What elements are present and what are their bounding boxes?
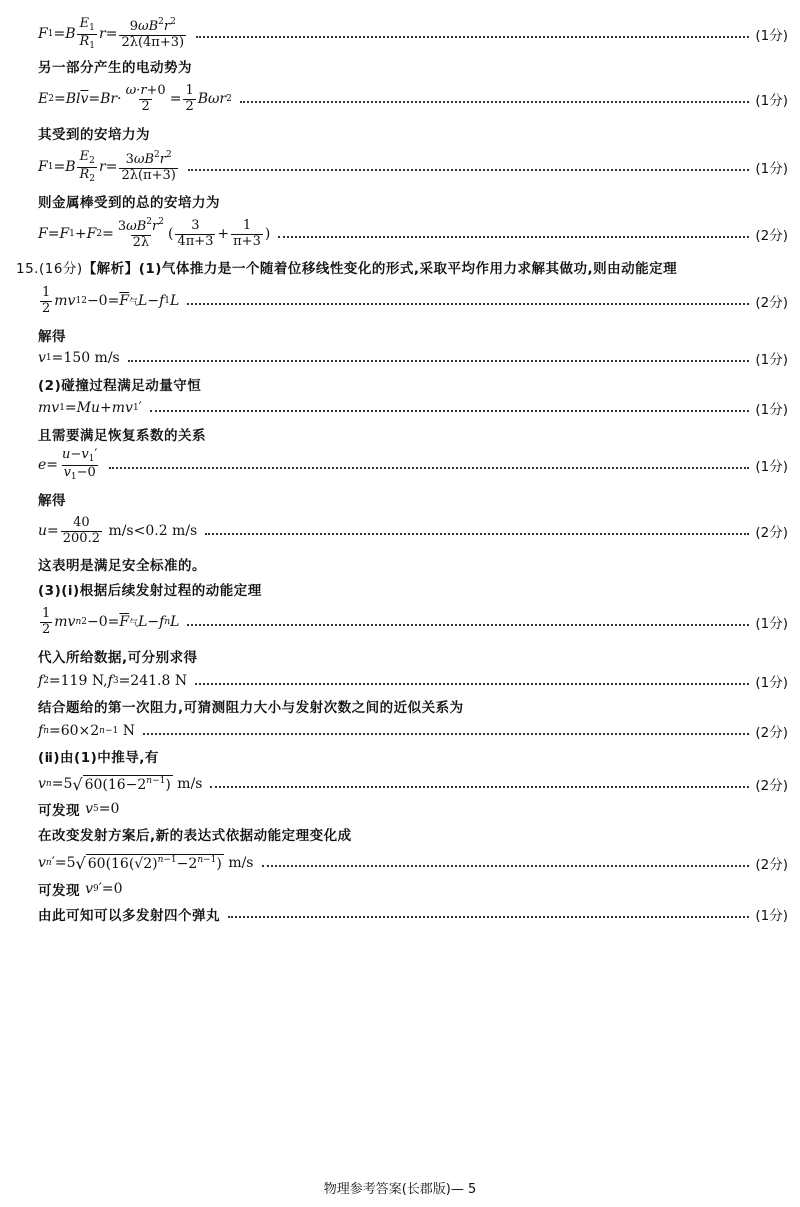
text-line: 可发现 v 9 ′=0	[38, 881, 123, 899]
score: (2分)	[755, 295, 788, 311]
equation-v1: v 1 =150 m/s (1分)	[38, 350, 788, 368]
leader-dots	[262, 865, 750, 867]
score: (1分)	[755, 93, 788, 109]
leader-dots	[143, 733, 749, 735]
score: (1分)	[755, 161, 788, 177]
text-line: 这表明是满足安全标准的。	[38, 558, 206, 574]
text-line: 且需要满足恢复系数的关系	[38, 428, 206, 444]
text-line: (ⅱ)由(1)中推导,有	[38, 750, 159, 766]
conclusion-line: 由此可知可以多发射四个弹丸 (1分)	[38, 903, 788, 925]
leader-dots	[109, 467, 749, 469]
page-footer: 物理参考答案(长郡版)— 5	[323, 1182, 477, 1197]
score: (1分)	[755, 675, 788, 691]
equation-vn: v n =5 √ $60(16-2^{n-1})$ m/s (2分)	[38, 775, 788, 795]
equation-e2: E 2 = Bl $\overline{v}$ = Br · $\frac{\omega\cdot r+0}{2}$ = $\frac{1}{2}$ Bωr 2 (1分)	[38, 83, 788, 114]
equation-f1-second: F 1 = B $\frac{E_2}{R_2}$ r = $\frac{3\omega B^2r^2}{2\lambda(\pi+3)}$ (1分)	[38, 148, 788, 184]
leader-dots	[205, 533, 749, 535]
leader-dots	[278, 236, 749, 238]
text-line: (2)碰撞过程满足动量守恒	[38, 378, 202, 394]
equation-fn: f n =60×2 n−1 N (2分)	[38, 723, 788, 741]
equation-momentum: mv 1 = Mu + mv 1 ′ (1分)	[38, 400, 788, 418]
score: (1分)	[755, 352, 788, 368]
leader-dots	[188, 169, 750, 171]
score: (1分)	[755, 459, 788, 475]
score: (2分)	[755, 857, 788, 873]
score: (2分)	[755, 228, 788, 244]
question-15-header: 15.(16分) 【解析】 (1)气体推力是一个随着位移线性变化的形式,采取平均作用力求解其做功,则由动能定理	[16, 261, 678, 277]
equation-f2-f3: f 2 =119 N, f 3 =241.8 N (1分)	[38, 673, 788, 691]
text-line: 解得	[38, 329, 66, 345]
score: (2分)	[755, 725, 788, 741]
score: (2分)	[755, 778, 788, 794]
text-line: 解得	[38, 493, 66, 509]
leader-dots	[150, 410, 750, 412]
leader-dots	[228, 916, 749, 918]
score: (1分)	[755, 616, 788, 632]
score: (1分)	[755, 908, 788, 924]
score: (1分)	[755, 28, 788, 44]
equation-f1: F 1 = B $\frac{E_1}{R_1}$ r = $\frac{9\omega B^2r^2}{2\lambda(4\pi+3)}$ (1分)	[38, 15, 788, 51]
text-line: 则金属棒受到的总的安培力为	[38, 195, 220, 211]
text-line: 在改变发射方案后,新的表达式依据动能定理变化成	[38, 828, 352, 844]
equation-total-force: F = F 1 + F 2 = $\frac{3\omega B^2r^2}{2\lambda}$ ( $\frac{3}{4\pi+3}$ + $\frac{1}{\pi+3}$ ) (2分)	[38, 217, 788, 250]
leader-dots	[196, 36, 749, 38]
score: (2分)	[755, 525, 788, 541]
leader-dots	[128, 360, 750, 362]
leader-dots	[187, 303, 749, 305]
equation-vn-new: v n ′=5 √ $60(16(√2)^{n-1}-2^{n-1})$ m/s (2分)	[38, 854, 788, 874]
leader-dots	[210, 786, 749, 788]
equation-u: u = $\frac{40}{200.2}$ m/s<0.2 m/s (2分)	[38, 515, 788, 546]
leader-dots	[195, 683, 749, 685]
text-line: 结合题给的第一次阻力,可猜测阻力大小与发射次数之间的近似关系为	[38, 700, 464, 716]
leader-dots	[187, 624, 749, 626]
equation-energy-1: $\frac{1}{2}$ mv 1 2 −0= $\overline{F}$ 气 L − f 1 L (2分)	[42, 285, 788, 316]
score: (1分)	[755, 402, 788, 418]
leader-dots	[240, 101, 750, 103]
text-line: 另一部分产生的电动势为	[38, 60, 192, 76]
text-line: 代入所给数据,可分别求得	[38, 650, 198, 666]
text-line: 可发现 v 5 =0	[38, 801, 120, 819]
text-line: 其受到的安培力为	[38, 127, 150, 143]
equation-energy-n: $\frac{1}{2}$ mv n 2 −0= $\overline{F}$ 气 L − f n L (1分)	[42, 606, 788, 637]
text-line: (3)(ⅰ)根据后续发射过程的动能定理	[38, 583, 262, 599]
equation-restitution: e = $\frac{u-v_1'}{v_1-0}$ (1分)	[38, 446, 788, 482]
